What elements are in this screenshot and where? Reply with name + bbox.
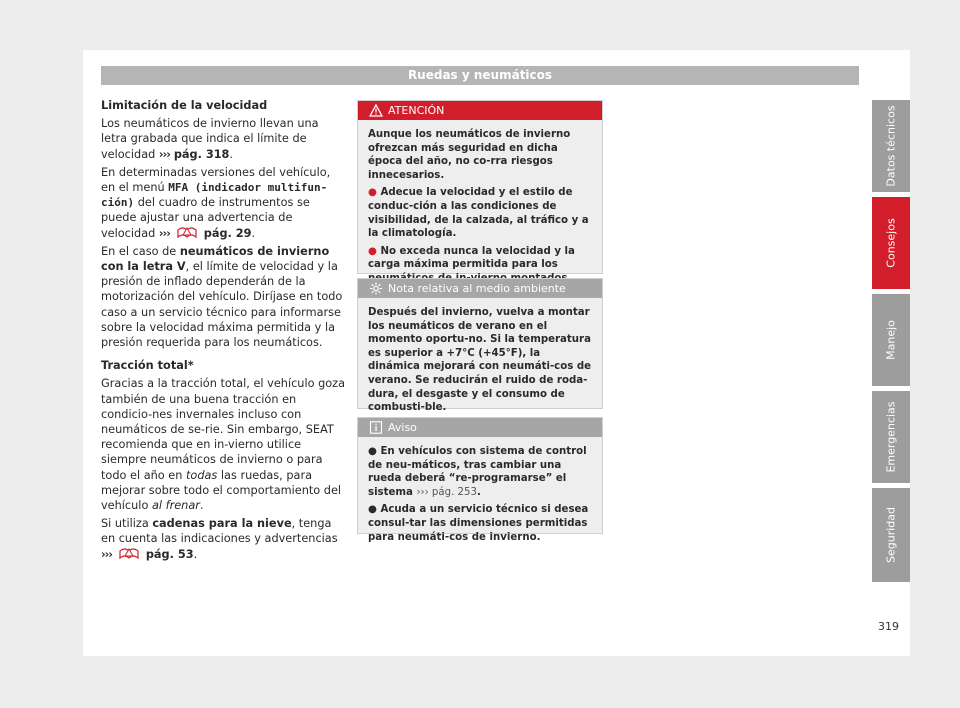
tab-datos-tecnicos[interactable]: Datos técnicos: [872, 100, 910, 192]
warning-book-icon: [119, 548, 139, 559]
heading-awd: Tracción total*: [101, 359, 194, 373]
tab-emergencias[interactable]: Emergencias: [872, 391, 910, 483]
paragraph-2: En determinadas versiones del vehículo, en el menú MFA (indicador multifun-ción) del cuadro de instrumentos se puede ajustar una advertencia de velocidad ››› pág. 29.: [101, 165, 331, 240]
page-number: 319: [878, 620, 899, 633]
notice-box-header: Aviso: [358, 418, 602, 437]
notice-box: Aviso ● En vehículos con sistema de control de neu-máticos, tras cambiar una rueda deberá “re-programarse” el sistema ››› pág. 253. ● Acuda a un servicio técnico si desea consul-tar las dimensiones permitidas para neumáti-cos de invierno.: [357, 417, 603, 534]
warning-book-icon: [177, 227, 197, 238]
paragraph-5: Si utiliza cadenas para la nieve, tenga en cuenta las indicaciones y advertencias ››› pág. 53.: [101, 517, 338, 561]
paragraph-1: Los neumáticos de invierno llevan una letra grabada que indica el límite de velocidad ››› pág. 318.: [101, 117, 319, 161]
tab-consejos[interactable]: Consejos: [872, 197, 910, 289]
paragraph-4: Gracias a la tracción total, el vehículo goza también de una buena tracción en condicio-nes invernales incluso con neumáticos de se-rie. Sin embargo, SEAT recomienda que en in-vierno utilice siempre neumáticos de invierno o para todo el año en todas las ruedas, para mejorar sobre todo el comportamiento del vehículo al frenar.: [101, 377, 346, 513]
page-header: Ruedas y neumáticos: [101, 66, 859, 85]
page-reference[interactable]: ››› pág. 318: [158, 147, 230, 161]
main-column: [101, 98, 346, 565]
info-icon: [369, 421, 383, 434]
warning-box-header: ATENCIÓN: [358, 101, 602, 120]
environment-note-box: Nota relativa al medio ambiente Después del invierno, vuelva a montar los neumáticos de verano en el momento oportu-no. Si la temperatura es superior a +7°C (+45°F), la dinámica mejorará con neumáti-cos de verano. Se reducirán el ruido de roda-dura, el desgaste y el consumo de combusti-ble.: [357, 278, 603, 409]
page-reference[interactable]: ››› pág. 53: [101, 547, 194, 561]
tab-seguridad[interactable]: Seguridad: [872, 488, 910, 582]
leaf-icon: [369, 282, 383, 295]
warning-box: ATENCIÓN Aunque los neumáticos de invierno ofrezcan más seguridad en dicha época del año, no co-rra riesgos innecesarios. ● Adecue la velocidad y el estilo de conduc-ción a las condiciones de visibilidad, de la calzada, al tráfico y a la climatología. ● No exceda nunca la velocidad y la carga máxima permitida para los: [357, 100, 603, 274]
environment-note-header: Nota relativa al medio ambiente: [358, 279, 602, 298]
menu-name: MFA (indicador multifun-ción): [101, 181, 328, 210]
page-reference[interactable]: ››› pág. 29: [158, 226, 252, 240]
tab-manejo[interactable]: Manejo: [872, 294, 910, 386]
page-reference[interactable]: ››› pág. 253: [416, 486, 478, 498]
heading-speed-limit: Limitación de la velocidad: [101, 99, 268, 112]
warning-triangle-icon: [369, 104, 383, 117]
paragraph-3: En el caso de neumáticos de invierno con la letra V, el límite de velocidad y la presión de inflado dependerán de la motorización del vehículo. Diríjase en todo caso a un servicio técnico para informarse sobre la velocidad máxima permitida y la presión requerida para los neumáticos.: [101, 244, 343, 350]
